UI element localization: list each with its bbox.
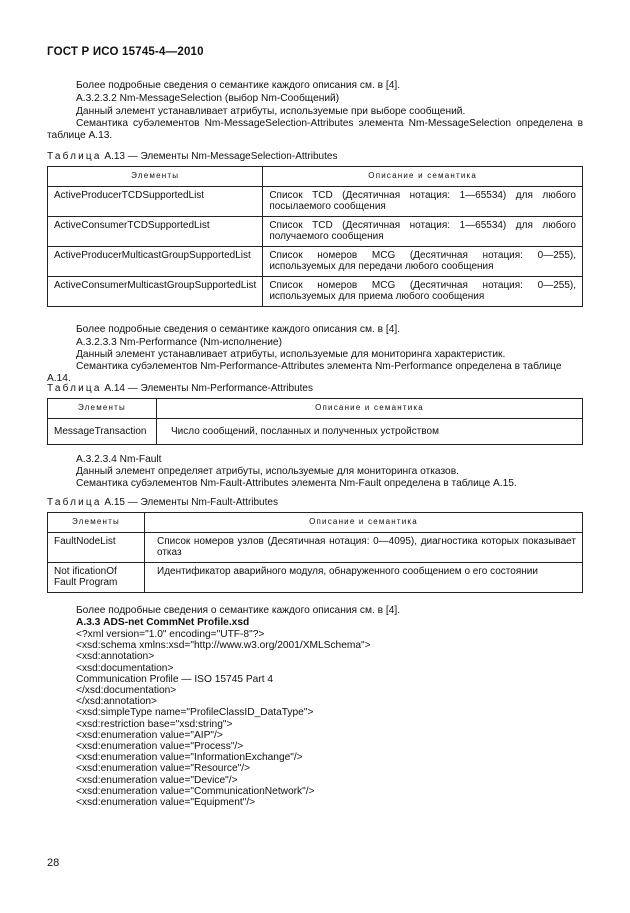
code-line: <xsd:restriction base="xsd:string">: [76, 718, 233, 730]
paragraph: Данный элемент определяет атрибуты, используемые для мониторинга отказов.: [76, 466, 459, 477]
paragraph: Семантика субэлементов Nm-MessageSelection-Attributes элемента Nm-MessageSelection определена в таблице А.13.: [47, 118, 583, 141]
code-line: </xsd:annotation>: [76, 696, 157, 708]
table-cell: MessageTransaction: [48, 418, 157, 444]
table-caption-prefix: Таблица: [47, 383, 102, 394]
table-row: [48, 216, 583, 246]
table-cell: Not ificationOf Fault Program: [48, 562, 145, 592]
code-line: <xsd:enumeration value="InformationExchange"/>: [76, 752, 303, 764]
xml-code-block: [76, 629, 576, 808]
section-heading: А.3.2.3.2 Nm-MessageSelection (выбор Nm-Сообщений): [76, 93, 340, 104]
table-row: [48, 186, 583, 216]
code-line: <xsd:enumeration value="CommunicationNetwork"/>: [76, 785, 315, 797]
paragraph: Более подробные сведения о семантике каждого описания см. в [4].: [76, 605, 401, 616]
code-line: <xsd:enumeration value="AIP"/>: [76, 729, 223, 741]
table-caption-prefix: Таблица: [47, 497, 102, 508]
column-header: Описание и семантика: [145, 513, 583, 533]
paragraph: Более подробные сведения о семантике каждого описания см. в [4].: [76, 324, 401, 335]
code-line: <xsd:documentation>: [76, 662, 174, 674]
table-row: [48, 562, 583, 592]
paragraph: Более подробные сведения о семантике каждого описания см. в [4].: [76, 80, 401, 91]
table-a14: [47, 398, 583, 445]
table-cell: Список номеров MCG (Десятичная нотация: 0—255), используемых для приема любого сообщения: [263, 276, 583, 306]
table-row: [48, 418, 583, 444]
code-line: <xsd:schema xmlns:xsd="http://www.w3.org/2001/XMLSchema">: [76, 640, 371, 652]
table-cell: Список номеров узлов (Десятичная нотация: 0—4095), диагностика которых показывает отказ: [145, 532, 583, 562]
paragraph: Семантика субэлементов Nm-Fault-Attributes элемента Nm-Fault определена в таблице А.15.: [76, 478, 517, 489]
paragraph: Семантика субэлементов Nm-Performance-Attributes элемента Nm-Performance определена в таблице А.14.: [47, 361, 562, 384]
table-caption-prefix: Таблица: [47, 151, 102, 162]
code-line: <xsd:enumeration value="Device"/>: [76, 774, 238, 786]
code-line: <xsd:enumeration value="Process"/>: [76, 741, 244, 753]
table-cell: Список номеров MCG (Десятичная нотация: 0—255), используемых для передачи любого сообщения: [263, 246, 583, 276]
code-line: <xsd:enumeration value="Resource"/>: [76, 763, 251, 775]
paragraph: Данный элемент устанавливает атрибуты, используемые для мониторинга характеристик.: [76, 349, 506, 360]
table-row: [48, 276, 583, 306]
table-cell: Список TCD (Десятичная нотация: 1—65534) для любого получаемого сообщения: [263, 216, 583, 246]
column-header: Элементы: [48, 399, 157, 419]
table-caption: [47, 151, 337, 163]
table-caption-text: А.15 — Элементы Nm-Fault-Attributes: [104, 497, 278, 508]
table-caption: [47, 383, 313, 395]
document-header: ГОСТ Р ИСО 15745-4—2010: [47, 46, 204, 58]
table-caption: [47, 497, 278, 509]
table-cell: FaultNodeList: [48, 532, 145, 562]
section-heading: А.3.2.3.3 Nm-Performance (Nm-исполнение): [76, 337, 282, 348]
column-header: Описание и семантика: [263, 167, 583, 187]
code-line: <?xml version="1.0" encoding="UTF-8"?>: [76, 629, 265, 640]
table-cell: Число сообщений, посланных и полученных устройством: [157, 418, 583, 444]
table-caption-text: А.14 — Элементы Nm-Performance-Attributes: [104, 383, 313, 394]
table-cell: ActiveConsumerTCDSupportedList: [48, 216, 263, 246]
column-header: Элементы: [48, 167, 263, 187]
table-row: [48, 532, 583, 562]
table-cell: Список TCD (Десятичная нотация: 1—65534) для любого посылаемого сообщения: [263, 186, 583, 216]
table-a15: [47, 512, 583, 593]
column-header: Элементы: [48, 513, 145, 533]
table-row: [48, 246, 583, 276]
code-line: <xsd:simpleType name="ProfileClassID_DataType">: [76, 707, 314, 719]
column-header: Описание и семантика: [157, 399, 583, 419]
table-a13: [47, 166, 583, 307]
table-cell: ActiveConsumerMulticastGroupSupportedList: [48, 276, 263, 306]
section-heading: А.3.3 ADS-net CommNet Profile.xsd: [76, 617, 250, 628]
table-cell: ActiveProducerTCDSupportedList: [48, 186, 263, 216]
table-caption-text: А.13 — Элементы Nm-MessageSelection-Attributes: [104, 151, 338, 162]
table-cell: Идентификатор аварийного модуля, обнаруженного сообщением о его состоянии: [145, 562, 583, 592]
table-cell: ActiveProducerMulticastGroupSupportedList: [48, 246, 263, 276]
paragraph: Данный элемент устанавливает атрибуты, используемые при выборе сообщений.: [76, 106, 466, 117]
code-line: <xsd:enumeration value="Equipment"/>: [76, 797, 256, 809]
code-line: <xsd:annotation>: [76, 651, 155, 663]
page-number: 28: [47, 857, 60, 869]
code-line: Communication Profile — ISO 15745 Part 4: [76, 673, 274, 685]
section-heading: А.3.2.3.4 Nm-Fault: [76, 454, 162, 465]
code-line: </xsd:documentation>: [76, 685, 177, 697]
